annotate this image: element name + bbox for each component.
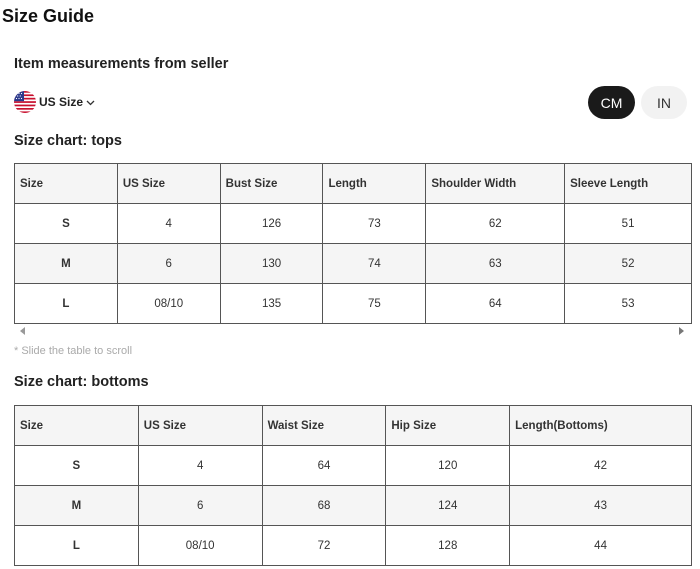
tops-size-table[interactable] xyxy=(14,163,692,324)
table-row xyxy=(15,446,692,486)
table-cell: M xyxy=(15,244,118,284)
table-cell: 120 xyxy=(386,446,510,486)
table-cell: 6 xyxy=(117,244,220,284)
unit-in-button[interactable]: IN xyxy=(641,86,687,119)
table-cell: 62 xyxy=(426,204,565,244)
table-header-cell: Hip Size xyxy=(386,406,510,446)
unit-toggle xyxy=(588,86,687,119)
table-cell: 64 xyxy=(262,446,386,486)
table-header-cell: Waist Size xyxy=(262,406,386,446)
table-cell: 43 xyxy=(510,486,692,526)
table-scrollbar[interactable] xyxy=(14,325,692,337)
table-cell: S xyxy=(15,446,139,486)
table-cell: L xyxy=(15,284,118,324)
table-header-cell: Length xyxy=(323,164,426,204)
table-header-row xyxy=(15,164,692,204)
table-cell: 73 xyxy=(323,204,426,244)
table-header-cell: US Size xyxy=(138,406,262,446)
table-cell: 08/10 xyxy=(117,284,220,324)
table-cell: 124 xyxy=(386,486,510,526)
table-row xyxy=(15,204,692,244)
table-cell: 42 xyxy=(510,446,692,486)
chevron-down-icon xyxy=(86,93,95,111)
table-cell: 6 xyxy=(138,486,262,526)
table-cell: 72 xyxy=(262,526,386,566)
table-cell: 52 xyxy=(565,244,692,284)
table-cell: 130 xyxy=(220,244,323,284)
bottoms-size-table[interactable] xyxy=(14,405,692,566)
table-row xyxy=(15,486,692,526)
table-cell: 75 xyxy=(323,284,426,324)
table-header-cell: Size xyxy=(15,406,139,446)
table-cell: 53 xyxy=(565,284,692,324)
page-subtitle: Item measurements from seller xyxy=(14,56,229,72)
table-row xyxy=(15,526,692,566)
table-cell: 68 xyxy=(262,486,386,526)
scroll-left-icon[interactable] xyxy=(20,327,25,335)
table-cell: 4 xyxy=(138,446,262,486)
table-cell: 135 xyxy=(220,284,323,324)
table-cell: 64 xyxy=(426,284,565,324)
table-header-cell: Sleeve Length xyxy=(565,164,692,204)
table-cell: S xyxy=(15,204,118,244)
table-header-cell: Size xyxy=(15,164,118,204)
table-row xyxy=(15,244,692,284)
table-cell: 128 xyxy=(386,526,510,566)
table-header-cell: Shoulder Width xyxy=(426,164,565,204)
region-label: US Size xyxy=(39,95,84,109)
table-header-cell: US Size xyxy=(117,164,220,204)
us-flag-icon xyxy=(14,91,36,113)
scroll-hint: * Slide the table to scroll xyxy=(14,345,133,357)
table-cell: 51 xyxy=(565,204,692,244)
table-cell: M xyxy=(15,486,139,526)
region-selector[interactable] xyxy=(14,90,95,114)
scroll-right-icon[interactable] xyxy=(679,327,684,335)
table-cell: 63 xyxy=(426,244,565,284)
table-cell: 4 xyxy=(117,204,220,244)
table-cell: L xyxy=(15,526,139,566)
table-cell: 126 xyxy=(220,204,323,244)
table-header-cell: Length(Bottoms) xyxy=(510,406,692,446)
table-row xyxy=(15,284,692,324)
table-header-cell: Bust Size xyxy=(220,164,323,204)
page-title: Size Guide xyxy=(2,6,95,26)
table-cell: 74 xyxy=(323,244,426,284)
table-cell: 08/10 xyxy=(138,526,262,566)
bottoms-section-title: Size chart: bottoms xyxy=(14,374,149,390)
table-header-row xyxy=(15,406,692,446)
tops-section-title: Size chart: tops xyxy=(14,133,122,149)
table-cell: 44 xyxy=(510,526,692,566)
unit-cm-button[interactable]: CM xyxy=(588,86,635,119)
